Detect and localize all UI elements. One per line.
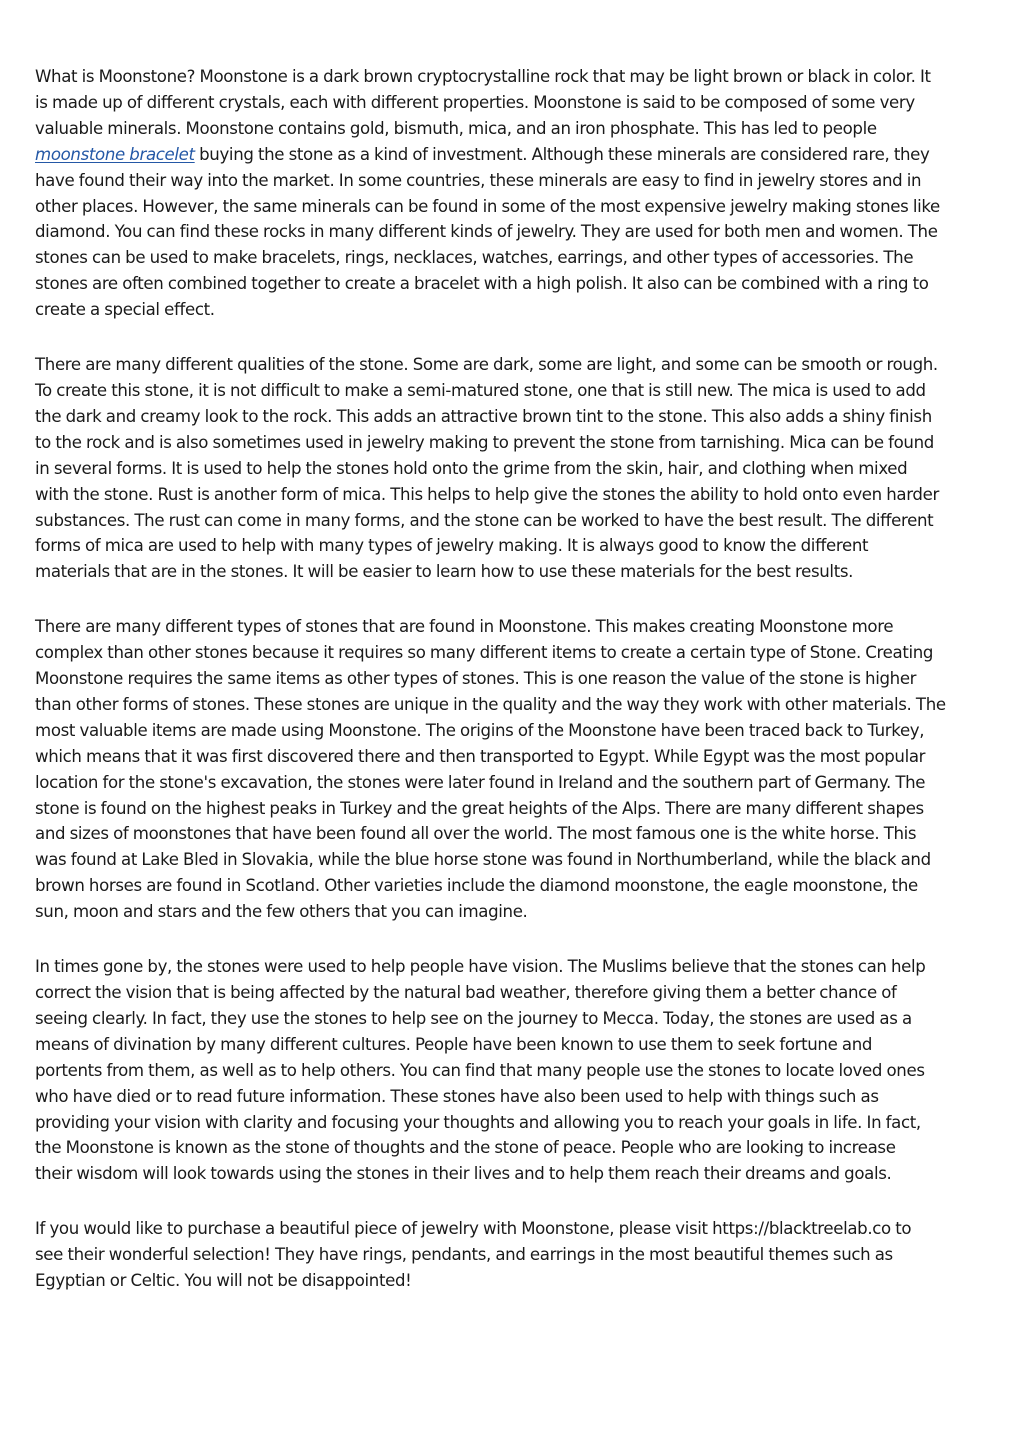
paragraph-intro-rest: buying the stone as a kind of investment. Although these minerals are considered rare, they have found their way into the market. In some countries, these minerals are easy to find in jewelry stores and in other places. However, the same minerals can be found in some of the most expensive jewelry making stones like diamond. You can find these rocks in many different kinds of jewelry. They are used for both men and women. The stones can be used to make bracelets, rings, necklaces, watches, earrings, and other types of accessories. The stones are often combined together to create a bracelet with a high polish. It also can be combined with a ring to create a special effect. <box>35 144 940 320</box>
paragraph-qualities: There are many different qualities of the stone. Some are dark, some are light, and some can be smooth or rough. To create this stone, it is not difficult to make a semi-matured stone, one that is still new. The mica is used to add the dark and creamy look to the rock. This adds an attractive brown tint to the stone. This also adds a shiny finish to the rock and is also sometimes used in jewelry making to prevent the stone from tarnishing. Mica can be found in several forms. It is used to help the stones hold onto the grime from the skin, hair, and clothing when mixed with the stone. Rust is another form of mica. This helps to help give the stones the ability to hold onto even harder substances. The rust can come in many forms, and the stone can be worked to have the best result. The different forms of mica are used to help with many types of jewelry making. It is always good to know the different materials that are in the stones. It will be easier to learn how to use these materials for the best results. <box>35 355 939 582</box>
moonstone-bracelet-link[interactable]: moonstone bracelet <box>35 144 195 164</box>
paragraph-intro-text: What is Moonstone? Moonstone is a dark brown cryptocrystalline rock that may be light brown or black in color. It is made up of different crystals, each with different properties. Moonstone is said to be composed of some very valuable minerals. Moonstone contains gold, bismuth, mica, and an iron phosphate. This has led to people <box>35 67 931 138</box>
paragraph-intro <box>35 64 995 323</box>
article-body <box>35 64 995 1323</box>
paragraph-history: In times gone by, the stones were used to help people have vision. The Muslims believe that the stones can help correct the vision that is being affected by the natural bad weather, therefore giving them a better chance of seeing clearly. In fact, they use the stones to help see on the journey to Mecca. Today, the stones are used as a means of divination by many different cultures. People have been known to use them to seek fortune and portents from them, as well as to help others. You can find that many people use the stones to locate loved ones who have died or to read future information. These stones have also been used to help with things such as providing your vision with clarity and focusing your thoughts and allowing you to reach your goals in life. In fact, the Moonstone is known as the stone of thoughts and the stone of peace. People who are looking to increase their wisdom will look towards using the stones in their lives and to help them reach their dreams and goals. <box>35 957 926 1184</box>
paragraph-purchase: If you would like to purchase a beautiful piece of jewelry with Moonstone, please visit https://blacktreelab.co to see their wonderful selection! They have rings, pendants, and earrings in the most beautiful themes such as Egyptian or Celtic. You will not be disappointed! <box>35 1219 912 1291</box>
paragraph-types: There are many different types of stones that are found in Moonstone. This makes creating Moonstone more complex than other stones because it requires so many different items to create a certain type of Stone. Creating Moonstone requires the same items as other types of stones. This is one reason the value of the stone is higher than other forms of stones. These stones are unique in the quality and the way they work with other materials. The most valuable items are made using Moonstone. The origins of the Moonstone have been traced back to Turkey, which means that it was first discovered there and then transported to Egypt. While Egypt was the most popular location for the stone's excavation, the stones were later found in Ireland and the southern part of Germany. The stone is found on the highest peaks in Turkey and the great heights of the Alps. There are many different shapes and sizes of moonstones that have been found all over the world. The most famous one is the white horse. This was found at Lake Bled in Slovakia, while the blue horse stone was found in Northumberland, while the black and brown horses are found in Scotland. Other varieties include the diamond moonstone, the eagle moonstone, the sun, moon and stars and the few others that you can imagine. <box>35 617 946 922</box>
